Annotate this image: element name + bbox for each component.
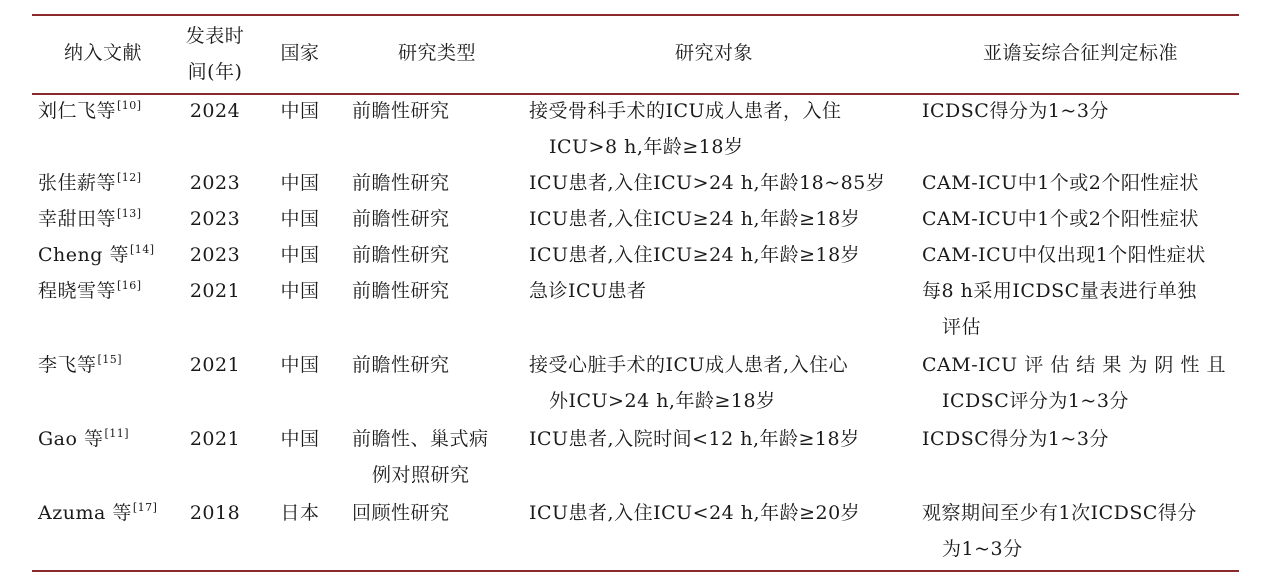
reference-number: [14] <box>129 243 155 256</box>
literature-cell <box>38 165 168 201</box>
reference-number: [15] <box>97 353 123 366</box>
criteria-cell: ICDSC得分为1~3分 <box>922 428 1109 450</box>
subjects-cell-line2: ICU>8 h,年龄≥18岁 <box>549 136 744 158</box>
reference-number: [13] <box>117 207 142 220</box>
country-cell: 中国 <box>280 428 320 450</box>
country-cell: 中国 <box>280 280 320 302</box>
literature-cell <box>38 93 168 129</box>
country-cell: 中国 <box>280 100 320 122</box>
header-year-line1: 发表时 <box>185 25 245 47</box>
study-type-cell: 前瞻性研究 <box>352 244 450 266</box>
subjects-cell: ICU患者,入住ICU≥24 h,年龄≥18岁 <box>529 208 861 230</box>
study-type-cell: 回顾性研究 <box>352 502 450 524</box>
header-year-line2: 间(年) <box>187 61 243 83</box>
literature-cell <box>38 201 168 237</box>
literature-cell <box>38 273 168 309</box>
subjects-cell: ICU患者,入住ICU≥24 h,年龄≥18岁 <box>529 244 861 266</box>
year-cell: 2023 <box>189 172 241 194</box>
reference-number: [11] <box>104 427 130 440</box>
reference-number: [12] <box>117 171 142 184</box>
criteria-cell-line2: 评估 <box>942 316 982 338</box>
criteria-cell-line1: CAM-ICU 评 估 结 果 为 阴 性 且 <box>922 354 1227 376</box>
year-cell: 2021 <box>189 354 241 376</box>
study-type-cell: 前瞻性研究 <box>352 280 450 302</box>
header-subjects: 研究对象 <box>674 42 753 64</box>
subjects-cell: 急诊ICU患者 <box>529 280 647 302</box>
study-type-cell: 前瞻性研究 <box>352 100 450 122</box>
year-cell: 2021 <box>189 280 241 302</box>
subjects-cell-line2: 外ICU>24 h,年龄≥18岁 <box>549 390 776 412</box>
country-cell: 中国 <box>280 172 320 194</box>
literature-cell <box>38 347 168 383</box>
literature-cell <box>38 237 168 273</box>
table-top-rule <box>32 14 1239 16</box>
reference-number: [16] <box>117 279 142 292</box>
year-cell: 2023 <box>189 244 241 266</box>
subjects-cell-line1: 接受心脏手术的ICU成人患者,入住心 <box>529 354 849 376</box>
country-cell: 中国 <box>280 244 320 266</box>
study-type-cell-line1: 前瞻性、巢式病 <box>352 428 489 450</box>
criteria-cell: CAM-ICU中1个或2个阳性症状 <box>922 172 1199 194</box>
subjects-cell-line1: 接受骨科手术的ICU成人患者，入住 <box>529 100 842 122</box>
author-name: 程晓雪等 <box>38 280 117 302</box>
subjects-cell: ICU患者,入院时间<12 h,年龄≥18岁 <box>529 428 860 450</box>
subjects-cell: ICU患者,入住ICU<24 h,年龄≥20岁 <box>529 502 861 524</box>
country-cell: 中国 <box>280 208 320 230</box>
criteria-cell: ICDSC得分为1~3分 <box>922 100 1109 122</box>
header-literature: 纳入文献 <box>63 42 142 64</box>
study-type-cell: 前瞻性研究 <box>352 208 450 230</box>
country-cell: 中国 <box>280 354 320 376</box>
criteria-cell-line2: 为1~3分 <box>942 538 1023 560</box>
year-cell: 2021 <box>189 428 241 450</box>
header-country: 国家 <box>280 42 320 64</box>
author-name: Azuma 等 <box>38 502 132 524</box>
author-name: 幸甜田等 <box>38 208 117 230</box>
study-table <box>32 14 1239 572</box>
study-type-cell-line2: 例对照研究 <box>372 464 470 486</box>
study-type-cell: 前瞻性研究 <box>352 172 450 194</box>
year-cell: 2024 <box>189 100 241 122</box>
study-type-cell: 前瞻性研究 <box>352 354 450 376</box>
subjects-cell: ICU患者,入住ICU>24 h,年龄18~85岁 <box>529 172 886 194</box>
author-name: 张佳薪等 <box>38 172 117 194</box>
criteria-cell-line1: 观察期间至少有1次ICDSC得分 <box>922 502 1197 524</box>
criteria-cell: CAM-ICU中1个或2个阳性症状 <box>922 208 1199 230</box>
author-name: Gao 等 <box>38 428 104 450</box>
header-study-type: 研究类型 <box>397 42 476 64</box>
literature-cell <box>38 421 168 457</box>
year-cell: 2018 <box>189 502 241 524</box>
criteria-cell-line2: ICDSC评分为1~3分 <box>942 390 1129 412</box>
criteria-cell-line1: 每8 h采用ICDSC量表进行单独 <box>922 280 1197 302</box>
literature-cell <box>38 495 168 531</box>
header-criteria: 亚谵妄综合征判定标准 <box>982 42 1178 64</box>
year-cell: 2023 <box>189 208 241 230</box>
author-name: Cheng 等 <box>38 244 129 266</box>
reference-number: [10] <box>117 99 142 112</box>
reference-number: [17] <box>132 501 158 514</box>
author-name: 李飞等 <box>38 354 97 376</box>
criteria-cell: CAM-ICU中仅出现1个阳性症状 <box>922 244 1206 266</box>
country-cell: 日本 <box>280 502 320 524</box>
author-name: 刘仁飞等 <box>38 100 117 122</box>
table-bottom-rule <box>32 570 1239 572</box>
